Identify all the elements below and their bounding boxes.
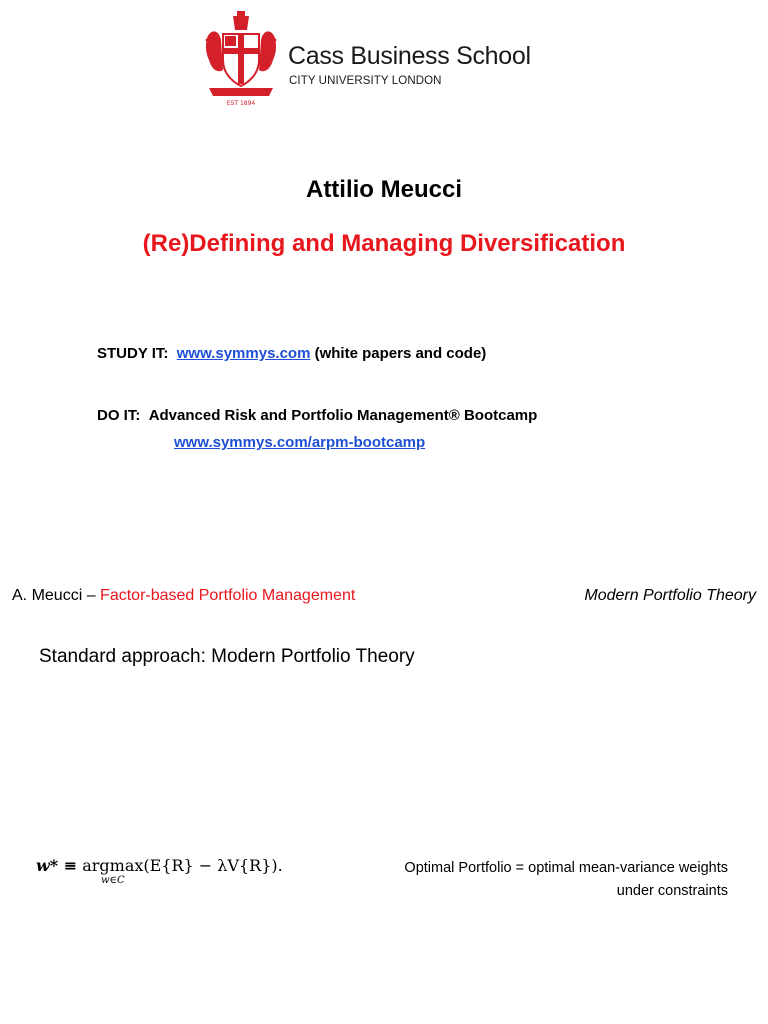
formula-operator: argmax — [82, 856, 144, 875]
bootcamp-text: Advanced Risk and Portfolio Management® Bootcamp — [148, 407, 538, 424]
study-it-line — [97, 345, 486, 362]
bootcamp-link-line — [174, 434, 425, 451]
mpt-formula — [36, 856, 283, 886]
do-it-line — [97, 407, 537, 424]
study-suffix: (white papers and code) — [314, 345, 487, 362]
formula-argmax — [82, 856, 144, 886]
formula-subscript: w∈C — [100, 875, 125, 886]
established-text: EST 1894 — [226, 100, 256, 106]
header-author: A. Meucci – — [12, 587, 96, 604]
do-label: DO IT: — [97, 407, 141, 424]
study-label: STUDY IT: — [97, 345, 169, 362]
talk-title: (Re)Defining and Managing Diversification — [142, 230, 626, 257]
slide-header-left — [12, 587, 355, 605]
formula-expression: (E{R} − λV{R}). — [143, 856, 283, 875]
formula-caption — [404, 857, 728, 903]
mpt-slide — [0, 560, 768, 1024]
formula-lhs: w* ≡ — [36, 856, 78, 875]
slide-heading: Standard approach: Modern Portfolio Theory — [39, 646, 415, 667]
university-name: CITY UNIVERSITY LONDON — [289, 75, 442, 87]
bootcamp-link[interactable]: www.symmys.com/arpm-bootcamp — [174, 434, 426, 451]
symmys-link[interactable]: www.symmys.com — [176, 345, 311, 362]
header-course: Factor-based Portfolio Management — [100, 587, 356, 604]
school-name: Cass Business School — [288, 42, 531, 70]
caption-line-2: under constraints — [616, 883, 728, 899]
slide-header-section: Modern Portfolio Theory — [584, 587, 756, 604]
author-name: Attilio Meucci — [305, 176, 462, 203]
cass-crest-logo — [203, 10, 279, 106]
caption-line-1: Optimal Portfolio = optimal mean-variance weights — [404, 860, 728, 876]
